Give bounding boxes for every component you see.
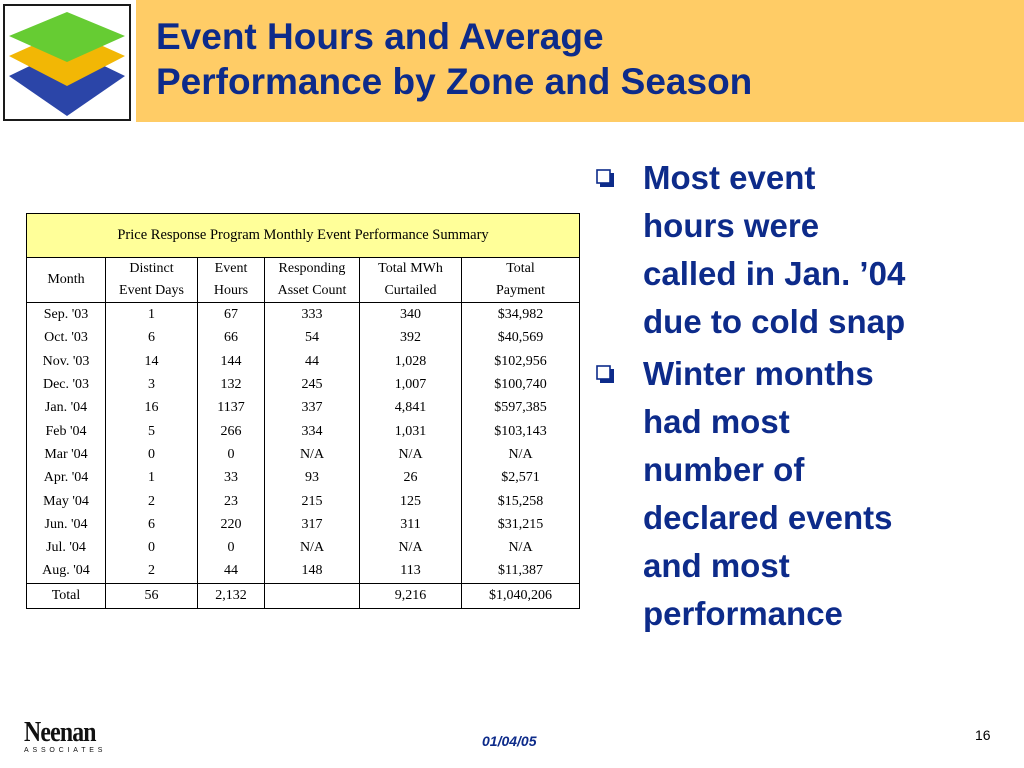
bullet-line: hours were xyxy=(643,207,820,244)
table-cell: 67 xyxy=(198,303,265,327)
table-cell: 333 xyxy=(265,303,360,327)
footer-date: 01/04/05 xyxy=(482,733,537,749)
bullet-item xyxy=(592,154,992,346)
table-cell: 66 xyxy=(198,326,265,349)
table-cell: $31,215 xyxy=(462,513,580,536)
column-header: Month xyxy=(27,258,106,303)
table-caption: Price Response Program Monthly Event Performance Summary xyxy=(27,214,580,258)
footer-logo xyxy=(24,716,107,758)
table-cell: 317 xyxy=(265,513,360,536)
table-cell: Apr. '04 xyxy=(27,466,106,489)
table-cell: Jun. '04 xyxy=(27,513,106,536)
table-cell: 93 xyxy=(265,466,360,489)
table-cell: 4,841 xyxy=(360,396,462,419)
table-cell: 0 xyxy=(106,536,198,559)
column-header: Responding Asset Count xyxy=(265,258,360,303)
bullet-line: number of xyxy=(643,451,805,488)
table-cell: 9,216 xyxy=(360,583,462,608)
footer-logo-name: Neenan xyxy=(24,716,96,748)
table-cell: 44 xyxy=(265,350,360,373)
bullet-line: Most event xyxy=(643,159,816,196)
table-row xyxy=(27,419,580,442)
bullet-line: had most xyxy=(643,403,790,440)
table-cell: 23 xyxy=(198,489,265,512)
table-cell: 0 xyxy=(198,536,265,559)
table-cell: Jul. '04 xyxy=(27,536,106,559)
checkbox-bullet-icon xyxy=(596,169,614,187)
table-cell: 144 xyxy=(198,350,265,373)
bullet-line: performance xyxy=(643,595,843,632)
table-cell: 1,028 xyxy=(360,350,462,373)
table-cell: 1,031 xyxy=(360,419,462,442)
table-cell: 125 xyxy=(360,489,462,512)
column-header: Event Hours xyxy=(198,258,265,303)
page-title xyxy=(156,14,752,104)
table-cell: 311 xyxy=(360,513,462,536)
table-cell: 44 xyxy=(198,559,265,583)
table-cell: N/A xyxy=(265,536,360,559)
table-cell: 113 xyxy=(360,559,462,583)
title-line-2: Performance by Zone and Season xyxy=(156,61,753,102)
table-row xyxy=(27,466,580,489)
column-header: Distinct Event Days xyxy=(106,258,198,303)
table-cell: $34,982 xyxy=(462,303,580,327)
table-cell: N/A xyxy=(462,536,580,559)
table-cell: 132 xyxy=(198,373,265,396)
table-cell: 148 xyxy=(265,559,360,583)
table-row xyxy=(27,513,580,536)
table-cell: $11,387 xyxy=(462,559,580,583)
table-cell: 5 xyxy=(106,419,198,442)
table-row xyxy=(27,489,580,512)
bullet-line: due to cold snap xyxy=(643,303,906,340)
table-body xyxy=(27,303,580,584)
bullet-item xyxy=(592,350,992,638)
table-cell: Feb '04 xyxy=(27,419,106,442)
table-cell: 26 xyxy=(360,466,462,489)
table-cell: $1,040,206 xyxy=(462,583,580,608)
table-cell: Aug. '04 xyxy=(27,559,106,583)
bullet-list xyxy=(592,154,992,642)
bullet-line: called in Jan. ’04 xyxy=(643,255,906,292)
table-cell: Jan. '04 xyxy=(27,396,106,419)
bullet-line: and most xyxy=(643,547,790,584)
performance-summary-table xyxy=(26,213,580,609)
table-cell: 266 xyxy=(198,419,265,442)
table-cell xyxy=(265,583,360,608)
table-cell: $102,956 xyxy=(462,350,580,373)
table-cell: 6 xyxy=(106,326,198,349)
table-row xyxy=(27,443,580,466)
table-cell: 0 xyxy=(106,443,198,466)
table-cell: 1,007 xyxy=(360,373,462,396)
table-cell: $40,569 xyxy=(462,326,580,349)
table-cell: 2 xyxy=(106,489,198,512)
table-cell: $597,385 xyxy=(462,396,580,419)
table-row xyxy=(27,536,580,559)
table-cell: Nov. '03 xyxy=(27,350,106,373)
table-cell: N/A xyxy=(360,443,462,466)
table-row xyxy=(27,350,580,373)
bullet-line: declared events xyxy=(643,499,893,536)
table-cell: 337 xyxy=(265,396,360,419)
table-cell: 3 xyxy=(106,373,198,396)
table-header-row xyxy=(27,258,580,303)
table-total-row xyxy=(27,583,580,608)
bullet-line: Winter months xyxy=(643,355,874,392)
table-cell: N/A xyxy=(265,443,360,466)
table-cell: N/A xyxy=(360,536,462,559)
table-cell: 1137 xyxy=(198,396,265,419)
table-cell: Oct. '03 xyxy=(27,326,106,349)
table-cell: 33 xyxy=(198,466,265,489)
table-row xyxy=(27,396,580,419)
table-row xyxy=(27,559,580,583)
table-cell: 14 xyxy=(106,350,198,373)
table-cell: $15,258 xyxy=(462,489,580,512)
table-cell: 215 xyxy=(265,489,360,512)
table-cell: 6 xyxy=(106,513,198,536)
table-cell: Sep. '03 xyxy=(27,303,106,327)
table-cell: Total xyxy=(27,583,106,608)
table-cell: $100,740 xyxy=(462,373,580,396)
table-cell: 2,132 xyxy=(198,583,265,608)
table-cell: 392 xyxy=(360,326,462,349)
table-cell: May '04 xyxy=(27,489,106,512)
checkbox-bullet-icon xyxy=(596,365,614,383)
table-cell: 220 xyxy=(198,513,265,536)
table-cell: 56 xyxy=(106,583,198,608)
table-cell: $103,143 xyxy=(462,419,580,442)
table-row xyxy=(27,326,580,349)
table-cell: 54 xyxy=(265,326,360,349)
company-logo xyxy=(3,4,131,121)
table-cell: $2,571 xyxy=(462,466,580,489)
page-number: 16 xyxy=(975,727,991,743)
table-cell: 245 xyxy=(265,373,360,396)
footer-logo-sub: ASSOCIATES xyxy=(24,747,107,754)
table-cell: 1 xyxy=(106,303,198,327)
table-cell: 2 xyxy=(106,559,198,583)
stacked-layers-icon xyxy=(5,6,129,119)
table-row xyxy=(27,373,580,396)
table-cell: Dec. '03 xyxy=(27,373,106,396)
title-line-1: Event Hours and Average xyxy=(156,16,604,57)
column-header: Total Payment xyxy=(462,258,580,303)
title-bar xyxy=(136,0,1024,122)
table-cell: 334 xyxy=(265,419,360,442)
table-cell: Mar '04 xyxy=(27,443,106,466)
table-cell: 16 xyxy=(106,396,198,419)
table-cell: 340 xyxy=(360,303,462,327)
column-header: Total MWh Curtailed xyxy=(360,258,462,303)
table-cell: 0 xyxy=(198,443,265,466)
table-cell: 1 xyxy=(106,466,198,489)
table-cell: N/A xyxy=(462,443,580,466)
table-row xyxy=(27,303,580,327)
